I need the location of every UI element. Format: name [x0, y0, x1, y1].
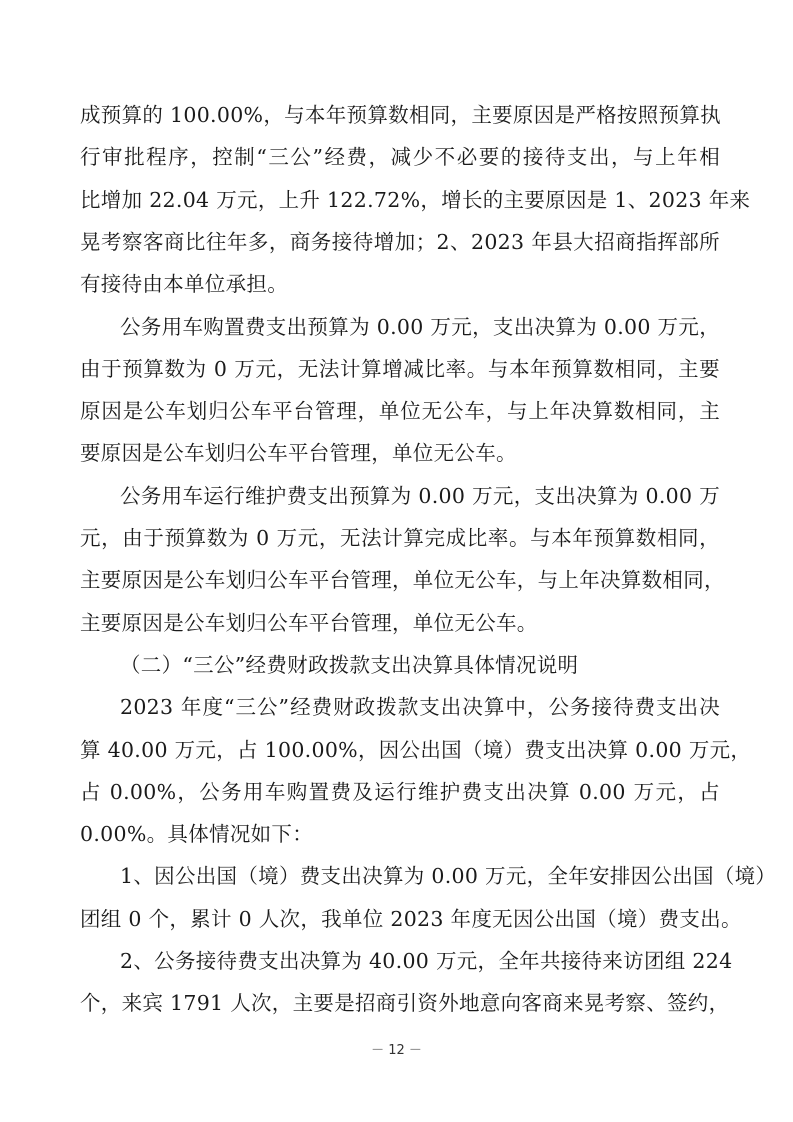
paragraph-line: 主要原因是公车划归公车平台管理，单位无公车。 [80, 610, 538, 635]
paragraph-line: 晃考察客商比往年多，商务接待增加；2、2023 年县大招商指挥部所 [80, 229, 720, 254]
paragraph-line: 公务用车运行维护费支出预算为 0.00 万元，支出决算为 0.00 万 [120, 483, 720, 508]
paragraph-line: 行审批程序，控制“三公”经费，减少不必要的接待支出，与上年相 [80, 145, 720, 170]
paragraph-line: 2023 年度“三公”经费财政拨款支出决算中，公务接待费支出决 [120, 695, 720, 720]
paragraph-line: 有接待由本单位承担。 [80, 272, 288, 297]
page-number: － 12 － [371, 1043, 422, 1058]
paragraph-line: 元，由于预算数为 0 万元，无法计算完成比率。与本年预算数相同， [80, 526, 720, 550]
paragraph-line: 1、因公出国（境）费支出决算为 0.00 万元，全年安排因公出国（境） [120, 864, 777, 889]
paragraph-line: 由于预算数为 0 万元，无法计算增减比率。与本年预算数相同，主要 [80, 356, 720, 381]
paragraph-line: 原因是公车划归公车平台管理，单位无公车，与上年决算数相同，主 [80, 399, 720, 424]
paragraph-line: 主要原因是公车划归公车平台管理，单位无公车，与上年决算数相同， [80, 568, 725, 593]
paragraph-line: 比增加 22.04 万元，上升 122.72%，增长的主要原因是 1、2023 年来 [80, 187, 751, 212]
paragraph-line: 占 0.00%，公务用车购置费及运行维护费支出决算 0.00 万元，占 [80, 779, 720, 804]
paragraph-line: 算 40.00 万元，占 100.00%，因公出国（境）费支出决算 0.00 万元， [80, 737, 752, 762]
paragraph-line: 个，来宾 1791 人次，主要是招商引资外地意向客商来晃考察、签约， [80, 991, 730, 1016]
paragraph-line: 团组 0 个，累计 0 人次，我单位 2023 年度无因公出国（境）费支出。 [80, 906, 742, 931]
paragraph-line: 2、公务接待费支出决算为 40.00 万元，全年共接待来访团组 224 [120, 949, 733, 973]
section-heading: （二）“三公”经费财政拨款支出决算具体情况说明 [120, 652, 579, 677]
paragraph-line: 公务用车购置费支出预算为 0.00 万元，支出决算为 0.00 万元， [120, 314, 720, 339]
paragraph-line: 要原因是公车划归公车平台管理，单位无公车。 [80, 441, 517, 466]
paragraph-line: 成预算的 100.00%，与本年预算数相同，主要原因是严格按照预算执 [80, 103, 721, 127]
paragraph-line: 0.00%。具体情况如下： [80, 822, 314, 847]
